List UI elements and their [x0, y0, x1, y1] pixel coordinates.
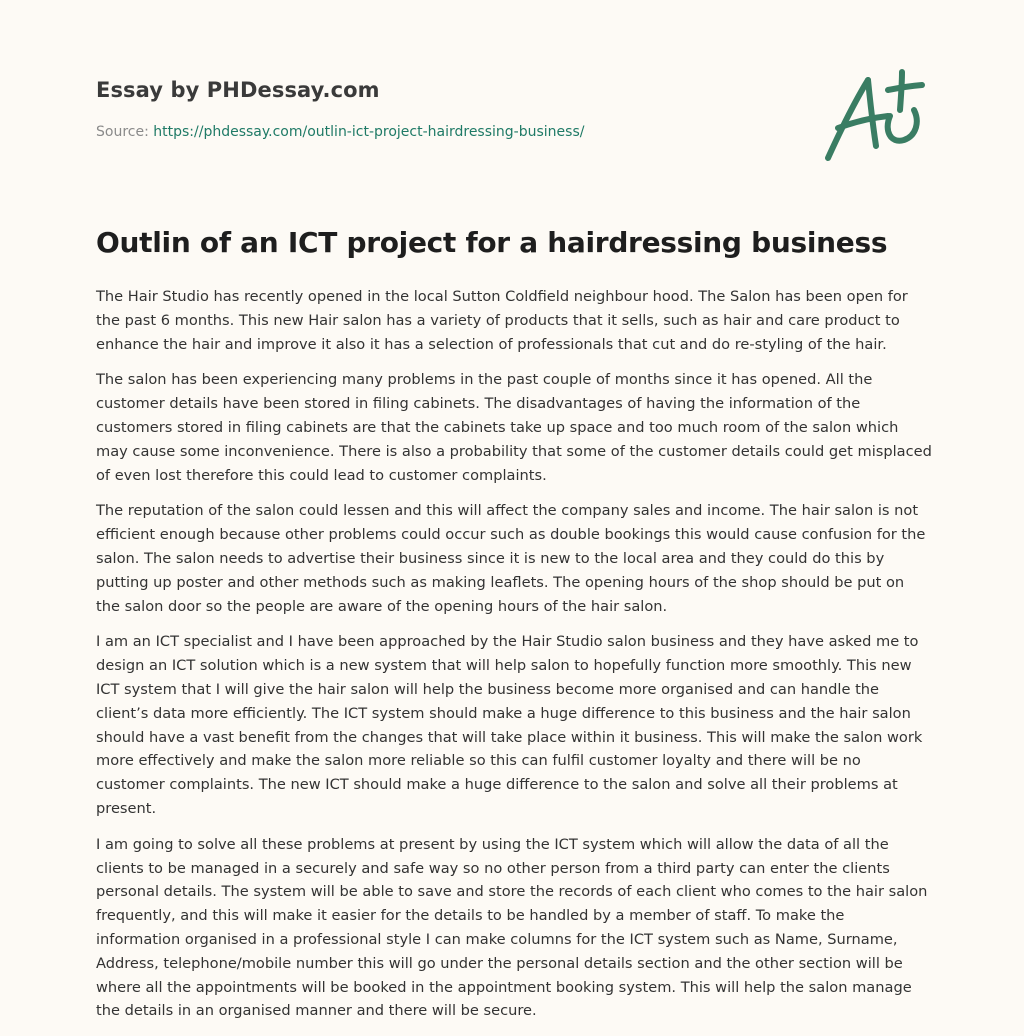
essay-paragraph-5: I am going to solve all these problems at present by using the ICT system which will allow the data of all the clients to be managed in a securely and safe way so no other person from a third party can enter the clients personal details. The system will be able to save and store the records of each client who comes to the hair salon frequently, and this will make it easier for the details to be handled by a member of staff. To make the information organised in a professional style I can make columns for the ICT system such as Name, Surname, Address, telephone/mobile number this will go under the personal details section and the other section will be where all the appointments will be booked in the appointment booking system. This will help the salon manage the details in an organised manner and there will be secure.	[96, 835, 928, 1020]
essay-body	[96, 285, 932, 1035]
source-link[interactable]: https://phdessay.com/outlin-ict-project-hairdressing-business/	[153, 124, 585, 140]
essay-title: Outlin of an ICT project for a hairdressing business	[96, 226, 888, 259]
a-plus-grade-icon	[820, 66, 930, 166]
essay-paragraph-1: The Hair Studio has recently opened in the local Sutton Coldfield neighbour hood. The Salon has been open for the past 6 months. This new Hair salon has a variety of products that it sells, such as hair and care product to enhance the hair and improve it also it has a selection of professionals that cut and do re-styling of the hair.	[96, 288, 908, 353]
essay-paragraph-4: I am an ICT specialist and I have been approached by the Hair Studio salon business and they have asked me to design an ICT solution which is a new system that will help salon to hopefully function more smoothly. This new ICT system that I will give the hair salon will help the business become more organised and can handle the client’s data more efficiently. The ICT system should make a huge difference to this business and the hair salon should have a vast benefit from the changes that will take place within it business. This will make the salon work more effectively and make the salon more reliable so this can fulfil customer loyalty and there will be no customer complaints. The new ICT should make a huge difference to the salon and solve all their problems at present.	[96, 633, 923, 817]
essay-paragraph-3: The reputation of the salon could lessen and this will affect the company sales and income. The hair salon is not efficient enough because other problems could occur such as double bookings this would cause confusion for the salon. The salon needs to advertise their business since it is new to the local area and they could do this by putting up poster and other methods such as making leaflets. The opening hours of the shop should be put on the salon door so the people are aware of the opening hours of the hair salon.	[96, 502, 926, 615]
site-brand: Essay by PHDessay.com	[96, 78, 380, 102]
source-label: Source:	[96, 124, 154, 140]
essay-paragraph-2: The salon has been experiencing many problems in the past couple of months since it has opened. All the customer details have been stored in filing cabinets. The disadvantages of having the information of the customers stored in filing cabinets are that the cabinets take up space and too much room of the salon which may cause some inconvenience. There is also a probability that some of the customer details could get misplaced of even lost therefore this could lead to customer complaints.	[96, 371, 932, 484]
source-line	[96, 124, 584, 140]
